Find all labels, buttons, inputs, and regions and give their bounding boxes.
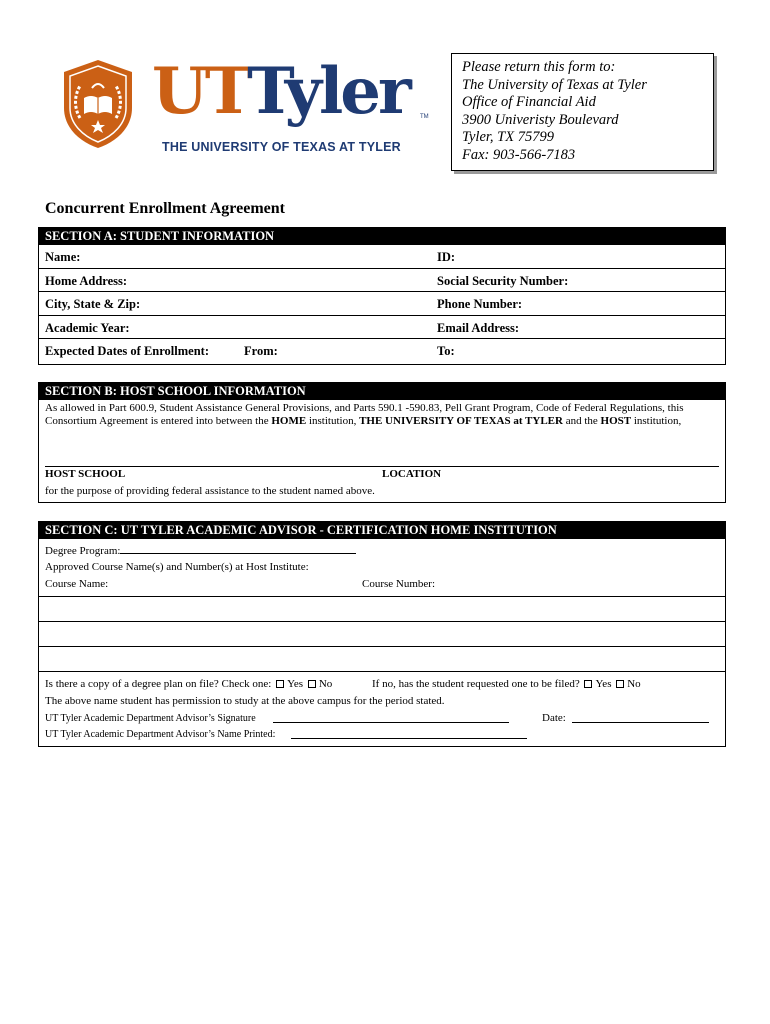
date-field[interactable] (572, 712, 709, 723)
yes-label: Yes (287, 678, 304, 690)
logo-ut: UT (152, 54, 248, 129)
university-seal-icon (58, 58, 138, 150)
no-label: No (318, 678, 333, 690)
section-b-host-school (38, 382, 726, 503)
row-name[interactable] (39, 245, 725, 269)
row-academic-year[interactable] (39, 316, 725, 340)
from-label: From: (244, 344, 278, 359)
ut-tyler-name: THE UNIVERSITY OF TEXAS at TYLER (359, 415, 563, 427)
section-b-header: SECTION B: HOST SCHOOL INFORMATION (39, 383, 725, 400)
paragraph-line-2 (45, 415, 725, 428)
degree-program-label: Degree Program: (45, 545, 121, 557)
requested-yes-checkbox[interactable] (584, 680, 592, 688)
location-label: LOCATION (382, 468, 442, 480)
host-school-fill-line[interactable] (45, 466, 719, 467)
para-text: institution, (306, 415, 360, 427)
approved-courses-label: Approved Course Name(s) and Number(s) at Host Institute: (45, 561, 309, 573)
dates-label: Expected Dates of Enrollment: (45, 344, 209, 359)
degree-plan-question: Is there a copy of a degree plan on file? Check one: (45, 678, 272, 690)
id-label: ID: (437, 250, 456, 264)
host-school-label: HOST SCHOOL (45, 468, 126, 480)
name-printed-label: UT Tyler Academic Department Advisor’s Name Printed: (45, 729, 276, 740)
document-title: Concurrent Enrollment Agreement (45, 200, 285, 217)
degree-plan-yes-checkbox[interactable] (276, 680, 284, 688)
signature-label: UT Tyler Academic Department Advisor’s Signature (45, 713, 256, 724)
para-text: Consortium Agreement is entered into between the (45, 415, 272, 427)
host-word: HOST (600, 415, 632, 427)
section-c-advisor-certification (38, 521, 726, 747)
phone-label: Phone Number: (437, 297, 523, 312)
academic-year-label: Academic Year: (45, 320, 130, 335)
logo-subtitle: THE UNIVERSITY OF TEXAS AT TYLER (162, 140, 401, 154)
date-label: Date: (542, 712, 566, 724)
section-a-header: SECTION A: STUDENT INFORMATION (39, 228, 725, 245)
return-line: Fax: 903-566-7183 (462, 146, 576, 163)
return-line: Please return this form to: (462, 59, 616, 75)
city-label: City, State & Zip: (45, 297, 141, 312)
email-label: Email Address: (437, 320, 520, 335)
section-c-header: SECTION C: UT TYLER ACADEMIC ADVISOR - CERTIFICATION HOME INSTITUTION (39, 522, 725, 539)
degree-program-row (45, 544, 356, 557)
return-line: The University of Texas at Tyler (462, 76, 647, 93)
course-row-3[interactable] (39, 646, 725, 671)
signature-field[interactable] (273, 712, 509, 723)
return-address-box (451, 53, 714, 171)
return-line: 3900 Univeristy Boulevard (462, 111, 619, 128)
logo-wordmark (152, 56, 409, 128)
return-line: Tyler, TX 75799 (462, 129, 554, 146)
consortium-paragraph (39, 400, 725, 428)
name-printed-field[interactable] (291, 728, 527, 739)
requested-question-row (372, 678, 641, 690)
ut-tyler-logo (58, 56, 428, 158)
return-line: Office of Financial Aid (462, 94, 596, 111)
section-a-student-information (38, 227, 726, 365)
degree-plan-question-row (45, 678, 332, 690)
course-row-1[interactable] (39, 596, 725, 621)
para-text: and the (562, 415, 601, 427)
requested-question: If no, has the student requested one to be filed? (372, 678, 580, 690)
permission-statement: The above name student has permission to study at the above campus for the period stated. (45, 695, 445, 707)
degree-program-field[interactable] (120, 544, 356, 554)
home-address-label: Home Address: (45, 273, 128, 288)
name-label: Name: (45, 250, 81, 264)
row-city[interactable] (39, 292, 725, 316)
course-row-2[interactable] (39, 621, 725, 646)
para-text: institution, (631, 415, 682, 427)
row-enrollment-dates[interactable] (39, 339, 725, 363)
home-word: HOME (271, 415, 307, 427)
degree-plan-no-checkbox[interactable] (308, 680, 316, 688)
logo-trademark: TM (420, 114, 429, 120)
ssn-label: Social Security Number: (437, 273, 569, 288)
no-label: No (627, 678, 641, 690)
row-home-address[interactable] (39, 269, 725, 293)
course-number-label: Course Number: (362, 578, 436, 590)
section-b-footer: for the purpose of providing federal assistance to the student named above. (45, 485, 375, 497)
yes-label: Yes (595, 678, 612, 690)
requested-no-checkbox[interactable] (616, 680, 624, 688)
course-name-label: Course Name: (45, 578, 109, 590)
paragraph-line-1: As allowed in Part 600.9, Student Assistance General Provisions, and Parts 590.1 -590.83, Pell Grant Program, Code of Federal Regulations, this (45, 402, 684, 414)
to-label: To: (437, 344, 455, 359)
course-row-divider (39, 671, 725, 672)
logo-tyler: Tyler (247, 54, 409, 129)
